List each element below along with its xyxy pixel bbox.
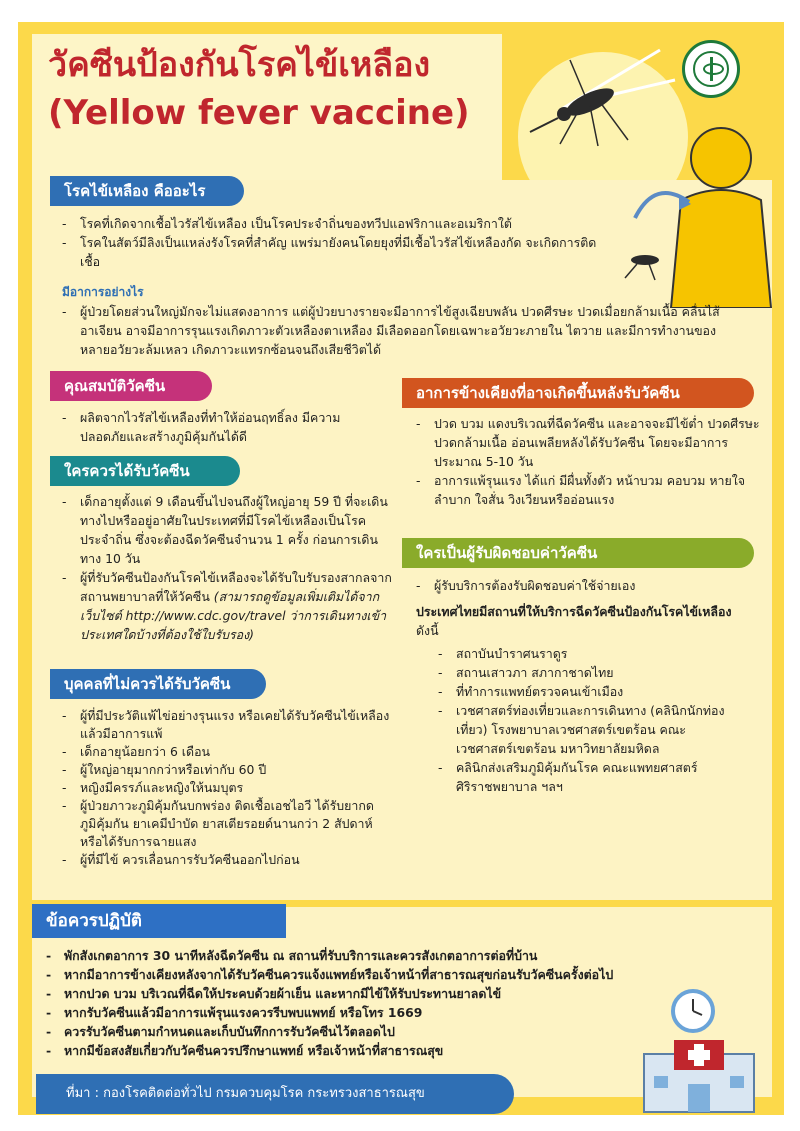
page-title: วัคซีนป้องกันโรคไข้เหลือง	[48, 45, 431, 85]
list-item: - ผู้รับบริการต้องรับผิดชอบค่าใช้จ่ายเอง	[412, 576, 752, 595]
properties-list	[58, 408, 348, 446]
ministry-logo-icon	[682, 40, 740, 98]
list-item: - เด็กอายุน้อยกว่า 6 เดือน	[58, 743, 398, 761]
who-list	[58, 492, 398, 644]
clock-icon	[670, 988, 716, 1034]
section-not-who-heading: บุคคลที่ไม่ควรได้รับวัคซีน	[50, 669, 266, 699]
list-item: - หากรับวัคซีนแล้วมีอาการแพ้รุนแรงควรรีบพบแพทย์ หรือโทร 1669	[42, 1003, 682, 1022]
list-item: - โรคในสัตว์มีลิงเป็นแหล่งรังโรคที่สำคัญ แพร่มายังคนโดยยุงที่มีเชื้อไวรัสไข้เหลืองกัด จะเกิดการติดเชื้อ	[58, 233, 598, 271]
list-item: - เวชศาสตร์ท่องเที่ยวและการเดินทาง (คลินิกนักท่องเที่ยว) โรงพยาบาลเวชศาสตร์เขตร้อน คณะเวชศาสตร์เขตร้อน มหาวิทยาลัยมหิดล	[434, 701, 734, 758]
list-item: - ผลิตจากไวรัสไข้เหลืองที่ทำให้อ่อนฤทธิ์ลง มีความปลอดภัยและสร้างภูมิคุ้มกันได้ดี	[58, 408, 348, 446]
page-subtitle: (Yellow fever vaccine)	[48, 93, 470, 133]
places-subheading: ดังนี้	[416, 623, 439, 638]
cost-list	[412, 576, 752, 595]
list-item: - ผู้ใหญ่อายุมากกว่าหรือเท่ากับ 60 ปี	[58, 761, 398, 779]
symptoms-list	[58, 302, 726, 359]
places-heading: ประเทศไทยมีสถานที่ให้บริการฉีดวัคซีนป้องกันโรคไข้เหลือง	[416, 604, 732, 619]
list-item: - พักสังเกตอาการ 30 นาทีหลังฉีดวัคซีน ณ สถานที่รับบริการและควรสังเกตอาการต่อที่บ้าน	[42, 946, 682, 965]
section-who-heading: ใครควรได้รับวัคซีน	[50, 456, 240, 486]
list-item: - ผู้ที่มีประวัติแพ้ไข่อย่างรุนแรง หรือเคยได้รับวัคซีนไข้เหลืองแล้วมีอาการแพ้	[58, 707, 398, 743]
list-item-note: (สามารถดูข้อมูลเพิ่มเติมได้จากเว็บไซต์ http://www.cdc.gov/travel ว่าการเดินทางเข้าประเทศใดบ้างที่ต้องใช้ใบรับรอง)	[80, 589, 387, 642]
section-properties-heading: คุณสมบัติวัคซีน	[50, 371, 212, 401]
human-silhouette-icon	[615, 118, 775, 308]
section-cost-heading: ใครเป็นผู้รับผิดชอบค่าวัคซีน	[402, 538, 754, 568]
section-side-effects-heading: อาการข้างเคียงที่อาจเกิดขึ้นหลังรับวัคซีน	[402, 378, 754, 408]
list-item: - ผู้ป่วยภาวะภูมิคุ้มกันบกพร่อง ติดเชื้อเอชไอวี ได้รับยากดภูมิคุ้มกัน ยาเคมีบำบัด ยาสเตียรอยด์นานกว่า 2 สัปดาห์ หรือได้รับการฉายแสง	[58, 797, 398, 851]
what-list	[58, 214, 598, 271]
places-list	[434, 644, 734, 796]
list-item: - ที่ทำการแพทย์ตรวจคนเข้าเมือง	[434, 682, 734, 701]
list-item: - สถาบันบำราศนราดูร	[434, 644, 734, 663]
practice-list	[42, 946, 682, 1060]
list-item: - ผู้ที่มีไข้ ควรเลื่อนการรับวัคซีนออกไปก่อน	[58, 851, 398, 869]
list-item	[58, 568, 398, 644]
list-item: - หากมีอาการข้างเคียงหลังจากได้รับวัคซีนควรแจ้งแพทย์หรือเจ้าหน้าที่สาธารณสุขก่อนรับวัคซีนครั้งต่อไป	[42, 965, 682, 984]
section-what-heading: โรคไข้เหลือง คืออะไร	[50, 176, 244, 206]
section-practice-heading: ข้อควรปฏิบัติ	[32, 904, 286, 938]
list-item: - ควรรับวัคซีนตามกำหนดและเก็บบันทึกการรับวัคซีนไว้ตลอดไป	[42, 1022, 682, 1041]
side-effects-list	[412, 414, 762, 509]
list-item: - โรคที่เกิดจากเชื้อไวรัสไข้เหลือง เป็นโรคประจำถิ่นของทวีปแอฟริกาและอเมริกาใต้	[58, 214, 598, 233]
symptoms-heading: มีอาการอย่างไร	[62, 285, 144, 299]
list-item-text: ผู้ที่รับวัคซีนป้องกันโรคไข้เหลืองจะได้รับใบรับรองสากลจากสถานพยาบาลที่ให้วัคซีน	[80, 570, 392, 604]
list-item: - คลินิกส่งเสริมภูมิคุ้มกันโรค คณะแพทยศาสตร์ศิริราชพยาบาล ฯลฯ	[434, 758, 734, 796]
list-item: - เด็กอายุตั้งแต่ 9 เดือนขึ้นไปจนถึงผู้ใหญ่อายุ 59 ปี ที่จะเดินทางไปหรืออยู่อาศัยในประเทศที่มีโรคไข้เหลืองเป็นโรคประจำถิ่น ซึ่งจะต้องฉีดวัคซีนจำนวน 1 ครั้ง ก่อนการเดินทาง 10 วัน	[58, 492, 398, 568]
not-who-list	[58, 707, 398, 869]
list-item: - หญิงมีครรภ์และหญิงให้นมบุตร	[58, 779, 398, 797]
list-item: - ปวด บวม แดงบริเวณที่ฉีดวัคซีน และอาจจะมีไข้ต่ำ ปวดศีรษะ ปวดกล้ามเนื้อ อ่อนเพลียหลังได้รับวัคซีน โดยจะมีอาการประมาณ 5-10 วัน	[412, 414, 762, 471]
list-item: - สถานเสาวภา สภากาชาดไทย	[434, 663, 734, 682]
list-item: - ผู้ป่วยโดยส่วนใหญ่มักจะไม่แสดงอาการ แต่ผู้ป่วยบางรายจะมีอาการไข้สูงเฉียบพลัน ปวดศีรษะ ปวดเมื่อยกล้ามเนื้อ คลื่นไส้อาเจียน อาจมีอาการรุนแรงเกิดภาวะตัวเหลืองตาเหลือง มีเลือดออกโดยเฉพาะอวัยวะภายใน ไตวาย และมีการทำงานของหลายอวัยวะล้มเหลว เกิดภาวะแทรกซ้อนจนถึงเสียชีวิตได้	[58, 302, 726, 359]
list-item: - อาการแพ้รุนแรง ได้แก่ มีผื่นทั้งตัว หน้าบวม คอบวม หายใจลำบาก ใจสั่น วิงเวียนหรืออ่อนแรง	[412, 471, 762, 509]
list-item: - หากปวด บวม บริเวณที่ฉีดให้ประคบด้วยผ้าเย็น และหากมีไข้ให้รับประทานยาลดไข้	[42, 984, 682, 1003]
hospital-icon	[640, 1036, 758, 1114]
source-banner: ที่มา : กองโรคติดต่อทั่วไป กรมควบคุมโรค กระทรวงสาธารณสุข	[36, 1074, 514, 1114]
list-item: - หากมีข้อสงสัยเกี่ยวกับวัคซีนควรปรึกษาแพทย์ หรือเจ้าหน้าที่สาธารณสุข	[42, 1041, 682, 1060]
